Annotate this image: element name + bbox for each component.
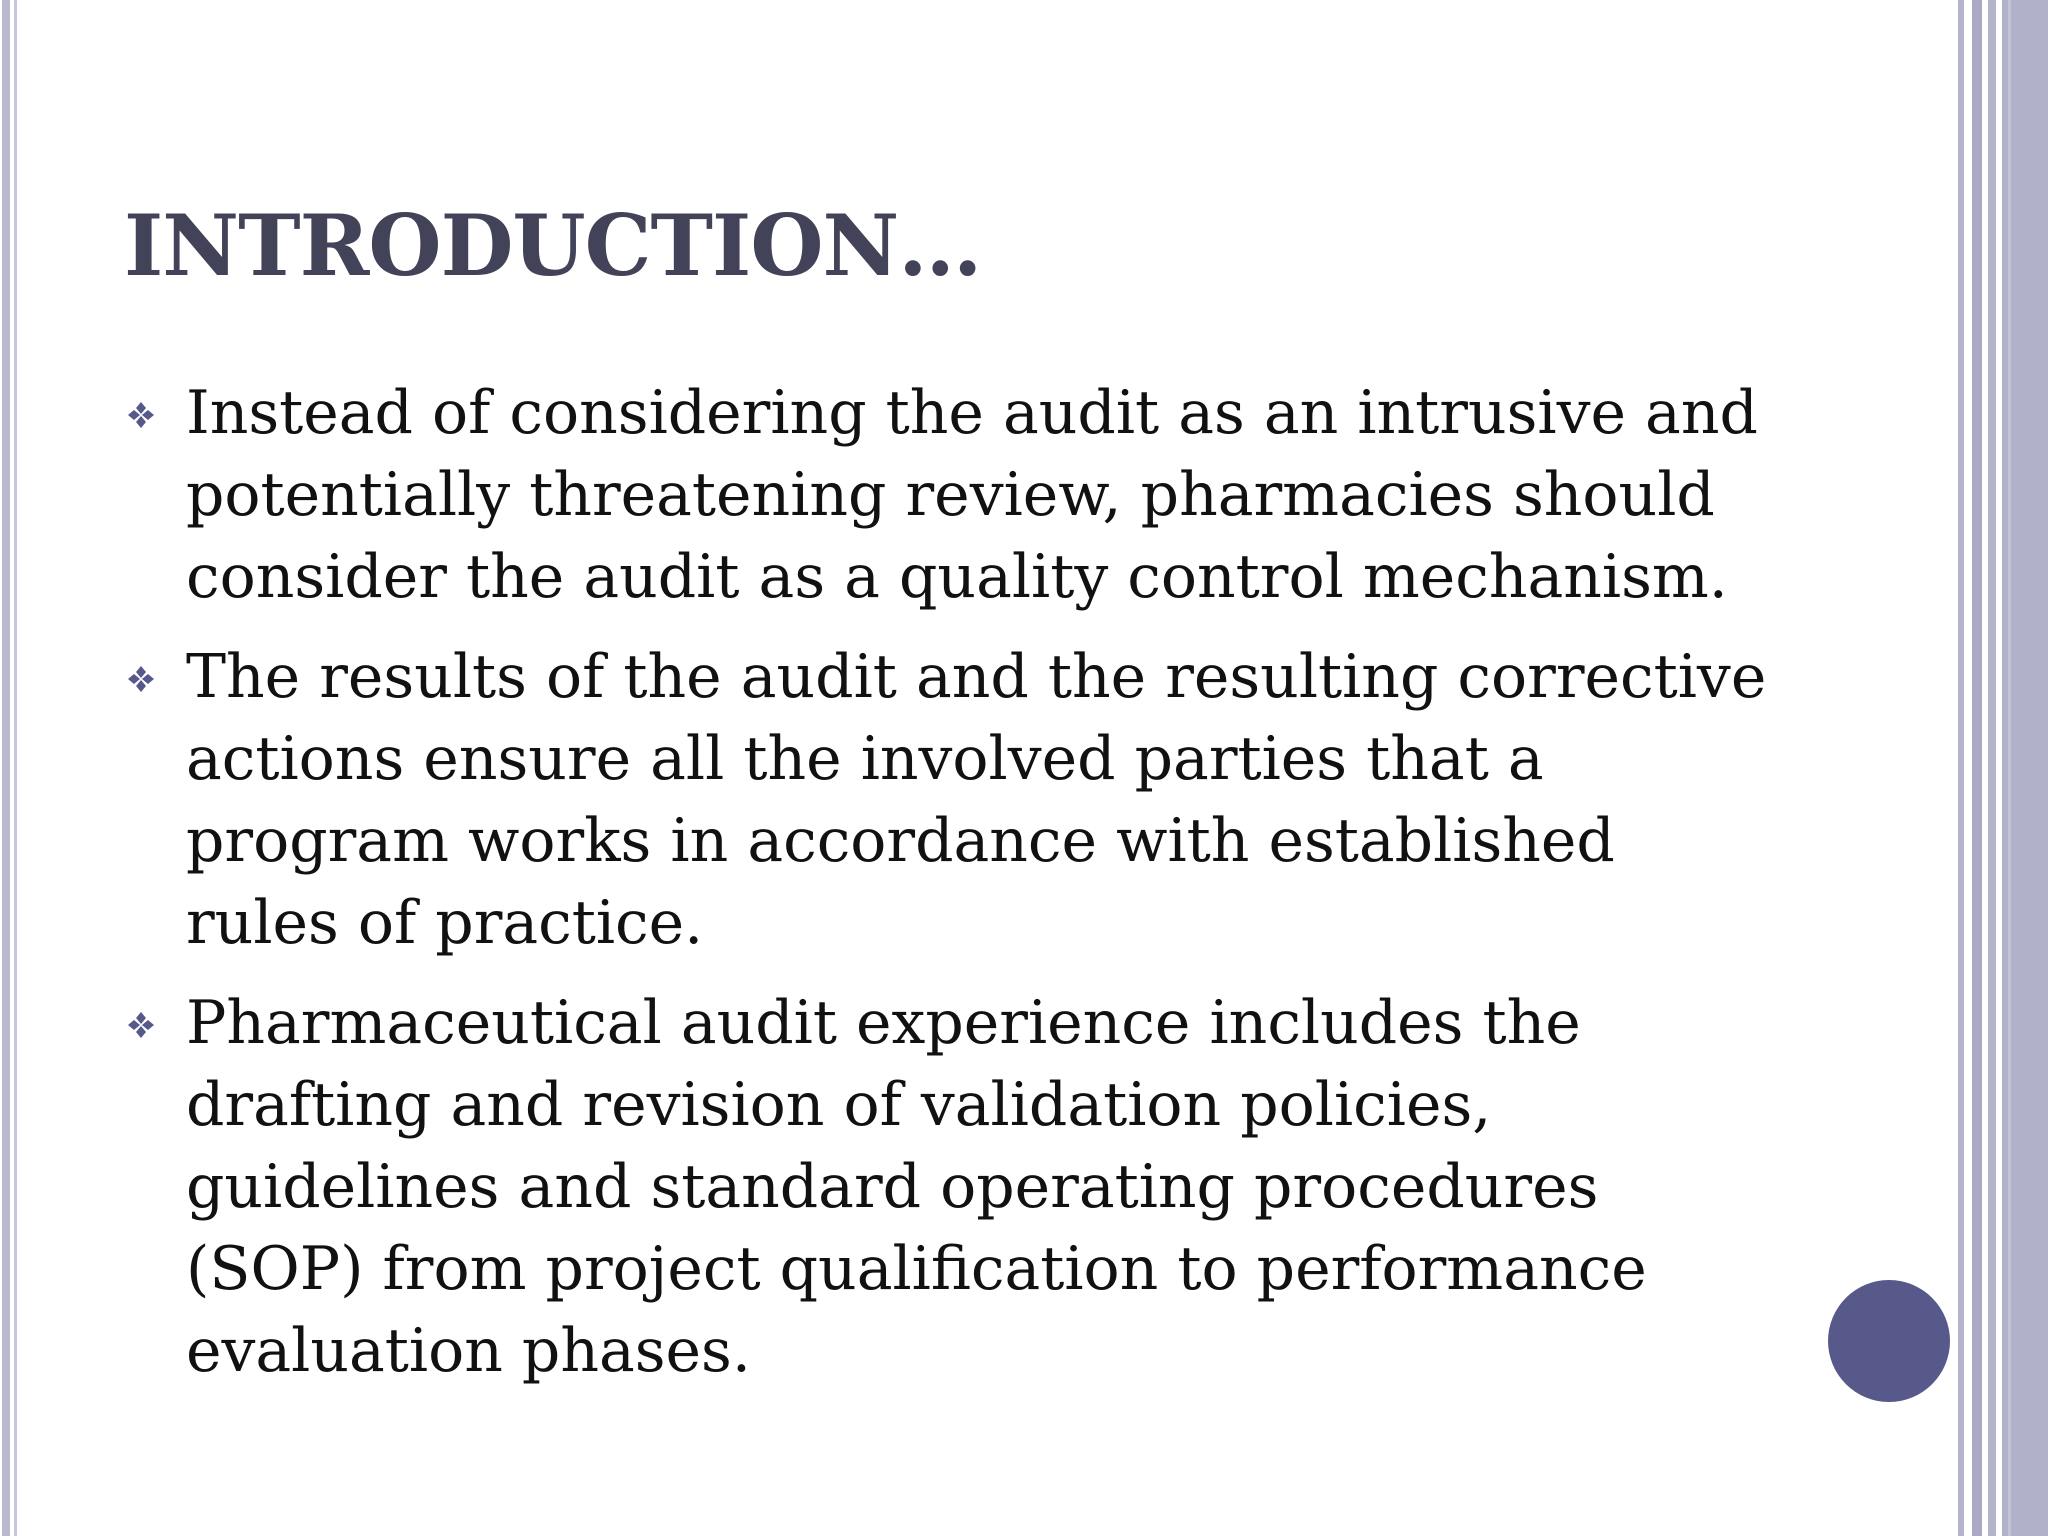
bullet-item: [124, 372, 1784, 618]
bullet-text: The results of the audit and the resulting corrective actions ensure all the involved parties that a program works in accordance with established rules of practice.: [186, 642, 1767, 958]
right-frame-band-inner: [2008, 0, 2011, 1536]
bullet-item: [124, 982, 1784, 1392]
diamond-bullet-icon: [126, 664, 156, 694]
bullet-list: [124, 372, 1784, 1410]
right-frame-line: [1958, 0, 1964, 1536]
right-frame-line: [1972, 0, 1982, 1536]
left-frame-line: [2, 0, 10, 1536]
bullet-item: [124, 636, 1784, 964]
page-dot-decoration: [1828, 1280, 1950, 1402]
left-frame-line-inner: [14, 0, 17, 1536]
right-frame-line: [1988, 0, 1996, 1536]
diamond-bullet-icon: [126, 400, 156, 430]
bullet-text: Instead of considering the audit as an intrusive and potentially threatening review, pharmacies should consider the audit as a quality control mechanism.: [186, 378, 1758, 612]
bullet-text: Pharmaceutical audit experience includes the drafting and revision of validation policies, guidelines and standard operating procedures (SOP) from project qualification to performance evaluation phases.: [186, 988, 1647, 1386]
diamond-bullet-icon: [126, 1010, 156, 1040]
slide-title: INTRODUCTION…: [124, 196, 982, 295]
